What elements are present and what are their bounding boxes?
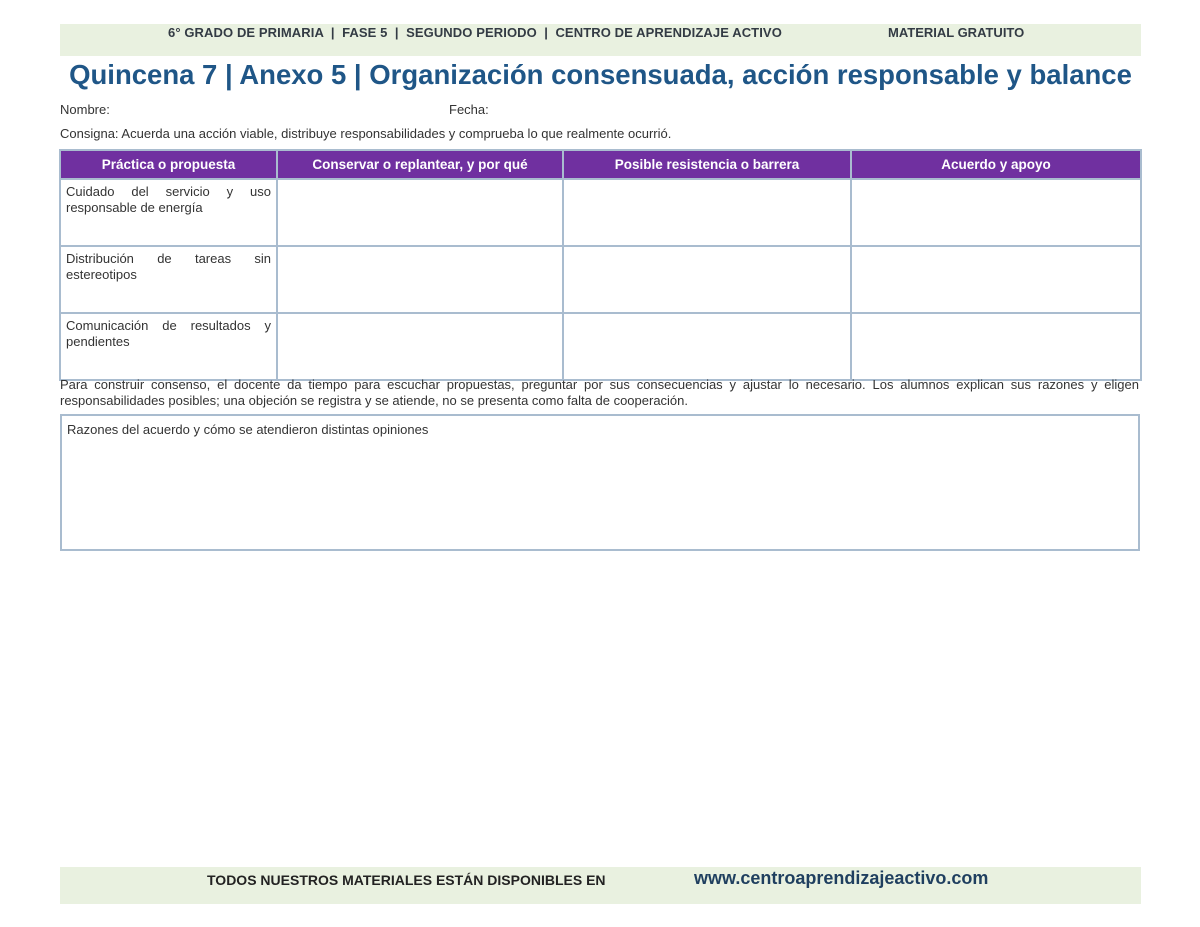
table-row (60, 313, 1141, 380)
date-field-label[interactable]: Fecha: (449, 102, 489, 117)
practices-table (59, 149, 1142, 381)
agreement-cell[interactable] (851, 313, 1141, 380)
footer-text: TODOS NUESTROS MATERIALES ESTÁN DISPONIBLES EN (207, 872, 606, 888)
footer-band (60, 867, 1141, 904)
practice-cell: Distribución de tareas sin estereotipos (60, 246, 277, 313)
consensus-paragraph: Para construir consenso, el docente da tiempo para escuchar propuestas, preguntar por sus consecuencias y ajustar lo necesario. Los alumnos explican sus razones y eligen responsabilidades posibles; una objeción se registra y se atiende, no se presenta como falta de cooperación. (60, 377, 1139, 408)
practice-cell: Cuidado del servicio y uso responsable de energía (60, 179, 277, 246)
footer-url-link[interactable]: www.centroaprendizajeactivo.com (694, 868, 989, 888)
header-info: 6° GRADO DE PRIMARIA | FASE 5 | SEGUNDO PERIODO | CENTRO DE APRENDIZAJE ACTIVO (168, 25, 782, 40)
header-keep-or-rethink: Conservar o replantear, y por qué (277, 150, 563, 179)
resistance-cell[interactable] (563, 313, 851, 380)
practice-cell: Comunicación de resultados y pendientes (60, 313, 277, 380)
keep-or-rethink-cell[interactable] (277, 313, 563, 380)
table-row (60, 246, 1141, 313)
page-title: Quincena 7 | Anexo 5 | Organización consensuada, acción responsable y balance (69, 59, 1132, 90)
keep-or-rethink-cell[interactable] (277, 246, 563, 313)
resistance-cell[interactable] (563, 179, 851, 246)
header-band (60, 24, 1141, 56)
instruction-text: Consigna: Acuerda una acción viable, distribuye responsabilidades y comprueba lo que realmente ocurrió. (60, 126, 672, 141)
agreement-cell[interactable] (851, 179, 1141, 246)
resistance-cell[interactable] (563, 246, 851, 313)
table-row (60, 179, 1141, 246)
table-header-row (60, 150, 1141, 179)
header-free-material: MATERIAL GRATUITO (888, 25, 1025, 40)
name-field-label[interactable]: Nombre: (60, 102, 110, 117)
keep-or-rethink-cell[interactable] (277, 179, 563, 246)
reasons-box-label: Razones del acuerdo y cómo se atendieron distintas opiniones (67, 422, 429, 437)
reasons-box[interactable] (60, 414, 1140, 551)
header-practice: Práctica o propuesta (60, 150, 277, 179)
agreement-cell[interactable] (851, 246, 1141, 313)
header-agreement: Acuerdo y apoyo (851, 150, 1141, 179)
header-resistance: Posible resistencia o barrera (563, 150, 851, 179)
